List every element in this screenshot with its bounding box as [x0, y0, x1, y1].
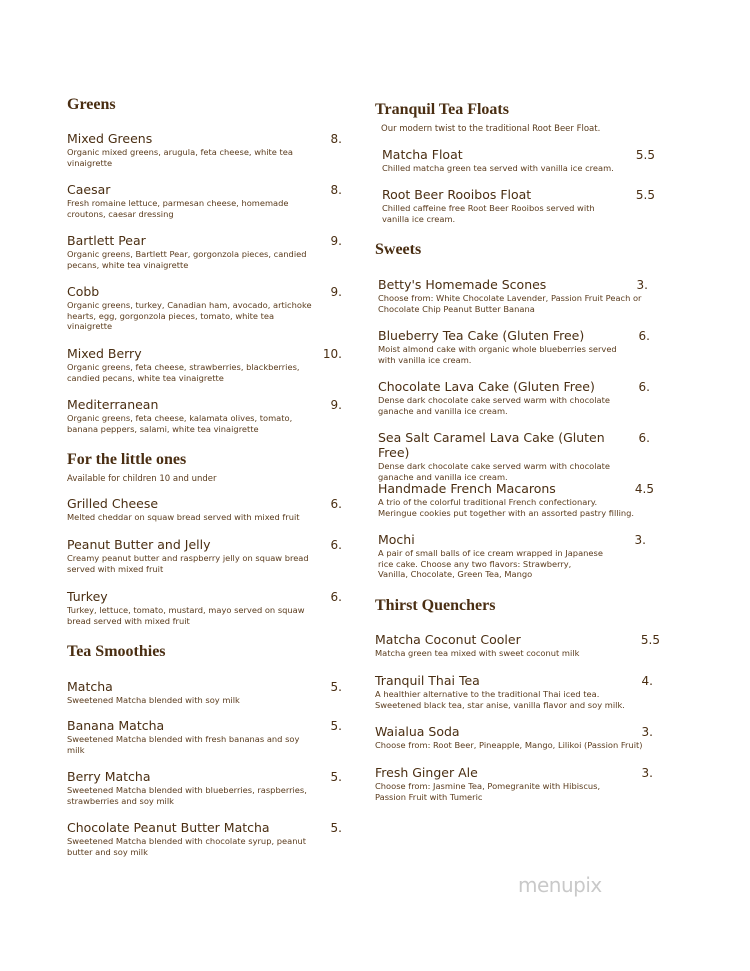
menu-item: [67, 346, 342, 383]
item-name: Berry Matcha: [67, 769, 151, 784]
item-name: Mixed Greens: [67, 131, 153, 146]
section-sweets: [375, 240, 665, 260]
menu-item: [67, 769, 342, 806]
menu-item: [67, 397, 342, 434]
item-price: 3.: [641, 725, 653, 739]
item-description: Turkey, lettuce, tomato, mustard, mayo served on squaw bread served with mixed fruit: [67, 605, 305, 626]
item-description: Choose from: Root Beer, Pineapple, Mango, Lilikoi (Passion Fruit): [375, 740, 643, 750]
item-name: Grilled Cheese: [67, 496, 159, 511]
item-description: Melted cheddar on squaw bread served with mixed fruit: [67, 512, 300, 522]
item-price: 6.: [638, 431, 650, 445]
item-name: Betty's Homemade Scones: [378, 277, 547, 292]
item-price: 5.5: [635, 148, 655, 162]
section-title: For the little ones: [67, 451, 187, 468]
menu-item: [67, 589, 342, 626]
item-price: 3.: [641, 766, 653, 780]
item-description: Choose from: Jasmine Tea, Pomegranite with Hibiscus, Passion Fruit with Tumeric: [375, 781, 601, 802]
menu-item: [67, 679, 342, 706]
item-name: Chocolate Lava Cake (Gluten Free): [378, 379, 595, 394]
section-thirst-quenchers: [375, 596, 665, 616]
item-name: Cobb: [67, 284, 100, 299]
item-description: Organic greens, Bartlett Pear, gorgonzola pieces, candied pecans, white tea vinaigrette: [67, 249, 307, 270]
section-subtitle: Available for children 10 and under: [67, 474, 217, 484]
section-title: Tranquil Tea Floats: [375, 101, 509, 118]
item-price: 3.: [634, 533, 646, 547]
item-name: Tranquil Thai Tea: [375, 673, 480, 688]
item-price: 6.: [638, 380, 650, 394]
item-name: Matcha Coconut Cooler: [375, 632, 521, 647]
item-name: Banana Matcha: [67, 718, 165, 733]
item-description: Creamy peanut butter and raspberry jelly on squaw bread served with mixed fruit: [67, 553, 309, 574]
item-price: 5.: [330, 770, 342, 784]
section-little-ones: [67, 450, 342, 484]
item-price: 6.: [330, 590, 342, 604]
item-name: Matcha Float: [382, 147, 463, 162]
item-description: Matcha green tea mixed with sweet coconut milk: [375, 648, 580, 658]
item-name: Blueberry Tea Cake (Gluten Free): [378, 328, 585, 343]
item-price: 9.: [330, 234, 342, 248]
item-price: 9.: [330, 285, 342, 299]
section-greens: [67, 95, 342, 115]
menu-item: [67, 131, 342, 168]
item-price: 6.: [330, 538, 342, 552]
menu-item: [375, 632, 660, 659]
item-price: 8.: [330, 132, 342, 146]
item-price: 5.: [330, 719, 342, 733]
item-name: Root Beer Rooibos Float: [382, 187, 532, 202]
menu-item: [67, 537, 342, 574]
item-description: Dense dark chocolate cake served warm with chocolate ganache and vanilla ice cream.: [378, 461, 610, 482]
item-description: A trio of the colorful traditional French confectionary. Meringue cookies put together with an assorted pastry filling.: [378, 497, 635, 518]
item-name: Fresh Ginger Ale: [375, 765, 478, 780]
section-tea-smoothies: [67, 642, 342, 662]
item-name: Chocolate Peanut Butter Matcha: [67, 820, 270, 835]
watermark-logo: menupix: [518, 873, 602, 897]
item-price: 6.: [330, 497, 342, 511]
item-description: Moist almond cake with organic whole blueberries served with vanilla ice cream.: [378, 344, 617, 365]
item-price: 5.5: [635, 188, 655, 202]
menu-item: [67, 284, 342, 332]
item-description: Sweetened Matcha blended with chocolate syrup, peanut butter and soy milk: [67, 836, 306, 857]
item-price: 3.: [636, 278, 648, 292]
section-subtitle: Our modern twist to the traditional Root Beer Float.: [381, 124, 601, 134]
menu-item: [67, 496, 342, 523]
menu-item: [378, 328, 650, 365]
menu-item: [378, 532, 646, 580]
item-description: Chilled caffeine free Root Beer Rooibos served with vanilla ice cream.: [382, 203, 595, 224]
item-price: 6.: [638, 329, 650, 343]
menu-item: [67, 182, 342, 219]
menu-item: [375, 673, 653, 710]
item-price: 5.: [330, 680, 342, 694]
section-title: Greens: [67, 96, 116, 113]
item-price: 4.5: [634, 482, 654, 496]
section-tea-floats: [375, 100, 665, 134]
section-title: Tea Smoothies: [67, 643, 166, 660]
menu-item: [67, 718, 342, 755]
item-description: Sweetened Matcha blended with fresh bananas and soy milk: [67, 734, 300, 755]
menu-item: [67, 233, 342, 270]
item-description: Sweetened Matcha blended with soy milk: [67, 695, 240, 705]
menu-item: [382, 187, 655, 224]
menu-item: [378, 379, 650, 416]
item-price: 5.: [330, 821, 342, 835]
item-price: 10.: [322, 347, 342, 361]
section-title: Thirst Quenchers: [375, 597, 496, 614]
section-title: Sweets: [375, 241, 422, 258]
item-price: 5.5: [640, 633, 660, 647]
item-description: Fresh romaine lettuce, parmesan cheese, homemade croutons, caesar dressing: [67, 198, 289, 219]
item-name: Bartlett Pear: [67, 233, 146, 248]
item-description: Sweetened Matcha blended with blueberries, raspberries, strawberries and soy milk: [67, 785, 307, 806]
item-name: Mediterranean: [67, 397, 159, 412]
item-description: Organic greens, feta cheese, kalamata olives, tomato, banana peppers, salami, white tea vinaigrette: [67, 413, 293, 434]
item-name: Caesar: [67, 182, 111, 197]
item-name: Mixed Berry: [67, 346, 142, 361]
item-price: 9.: [330, 398, 342, 412]
item-description: Organic greens, feta cheese, strawberries, blackberries, candied pecans, white tea vinaigrette: [67, 362, 300, 383]
item-description: Organic mixed greens, arugula, feta cheese, white tea vinaigrette: [67, 147, 293, 168]
item-name: Waialua Soda: [375, 724, 460, 739]
item-description: A pair of small balls of ice cream wrapped in Japanese rice cake. Choose any two flavors: Strawberry, Vanilla, Chocolate, Green Tea, Mango: [378, 548, 603, 579]
item-name: Turkey: [67, 589, 108, 604]
item-price: 8.: [330, 183, 342, 197]
menu-item: [67, 820, 342, 857]
item-name: Matcha: [67, 679, 113, 694]
menu-item: [378, 277, 648, 314]
item-description: Chilled matcha green tea served with vanilla ice cream.: [382, 163, 614, 173]
item-name: Mochi: [378, 532, 415, 547]
menu-item: [378, 430, 650, 482]
item-description: Dense dark chocolate cake served warm with chocolate ganache and vanilla ice cream.: [378, 395, 610, 416]
item-description: A healthier alternative to the traditional Thai iced tea. Sweetened black tea, star anise, vanilla flavor and soy milk.: [375, 689, 625, 710]
item-description: Organic greens, turkey, Canadian ham, avocado, artichoke hearts, egg, gorgonzola pieces, tomato, white tea vinaigrette: [67, 300, 312, 331]
item-description: Choose from: White Chocolate Lavender, Passion Fruit Peach or Chocolate Chip Peanut Butter Banana: [378, 293, 642, 314]
menu-item: [378, 481, 654, 518]
menu-item: [382, 147, 655, 174]
item-name: Peanut Butter and Jelly: [67, 537, 211, 552]
menu-item: [375, 724, 653, 751]
item-name: Handmade French Macarons: [378, 481, 556, 496]
menu-item: [375, 765, 653, 802]
item-name: Sea Salt Caramel Lava Cake (Gluten Free): [378, 430, 605, 460]
item-price: 4.: [641, 674, 653, 688]
